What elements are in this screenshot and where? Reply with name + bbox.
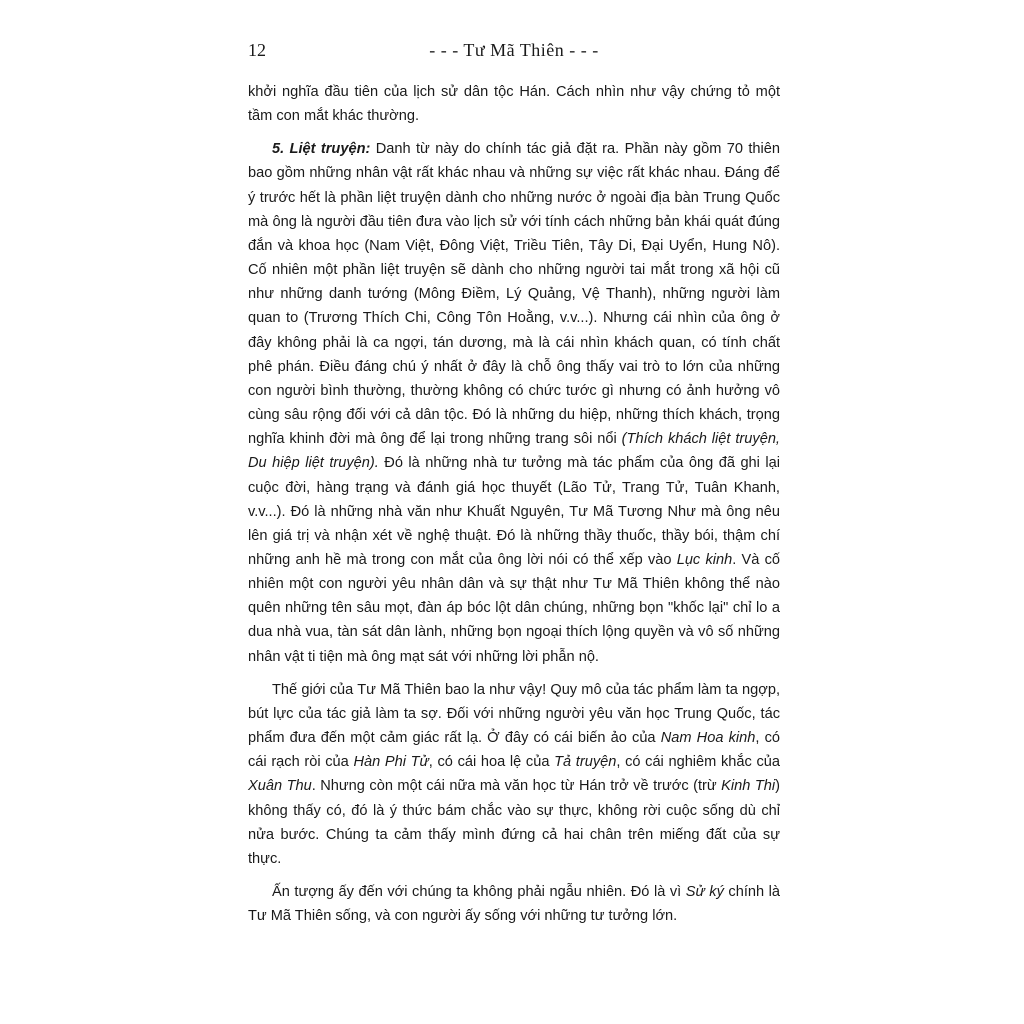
text-run: Ấn tượng ấy đến với chúng ta không phải ngẫu nhiên. Đó là vì: [272, 884, 686, 900]
italic-text: Lục kinh: [676, 551, 733, 568]
italic-text: Sử ký: [685, 884, 724, 900]
italic-text: Xuân Thu: [248, 778, 312, 795]
text-run: ) không thấy có, đó là ý thức bám chắc vào sự thực, không rời cuộc sống dù chỉ nửa bước. Chúng ta cảm thấy mình đứng cả hai chân trên miếng đất của sự thực.: [248, 778, 780, 867]
text-run: , có cái nghiêm khắc của: [616, 754, 780, 771]
paragraph: [248, 880, 780, 928]
text-run: , có cái rạch ròi của: [248, 730, 780, 771]
page-number: 12: [248, 40, 266, 60]
text-run: . Nhưng còn một cái nữa mà văn học từ Hán trở về trước (trừ: [311, 778, 722, 795]
italic-text: Nam Hoa kinh: [660, 730, 756, 747]
text-run: . Và cố nhiên một con người yêu nhân dân và sự thật như Tư Mã Thiên không thể nào quên những tên sâu mọt, đàn áp bóc lột dân chúng, những bọn "khốc lại" chỉ lo a dua nhà vua, tàn sát dân lành, những bọn ngoại thích lộng quyền và vô số những nhân vật ti tiện mà ông mạt sát với những lời phẫn nộ.: [248, 551, 780, 665]
text-run: Danh từ này do chính tác giả đặt ra. Phần này gồm 70 thiên bao gồm những nhân vật rất khác nhau và những sự việc rất khác nhau. Đáng để ý trước hết là phần liệt truyện dành cho những nước ở ngoài địa bàn Trung Quốc mà ông là người đầu tiên đưa vào lịch sử với tính cách những bản khái quát đúng đắn và khoa học (Nam Việt, Đông Việt, Triều Tiên, Tây Di, Đại Uyển, Hung Nô). Cố nhiên một phần liệt truyện sẽ dành cho những người tai mắt trong xã hội cũ như những danh tướng (Mông Điềm, Lý Quảng, Vệ Thanh), những người làm quan to (Trương Thích Chi, Công Tôn Hoằng, v.v...). Nhưng cái nhìn của ông ở đây không phải là ca ngợi, tán dương, mà là cái nhìn khách quan, có tính chất phê phán. Điều đáng chú ý nhất ở đây là chỗ ông thấy vai trò to lớn của những con người bình thường, thường không có chức tước gì nhưng có ảnh hưởng vô cùng sâu rộng đối với cả dân tộc. Đó là những du hiệp, những thích khách, trọng nghĩa khinh đời mà ông để lại trong những trang sôi nổi: [248, 141, 780, 448]
section-title: 5. Liệt truyện:: [272, 141, 371, 158]
text-run: , có cái hoa lệ của: [428, 754, 555, 771]
page-header: [248, 40, 780, 68]
text-run: Đó là những nhà tư tưởng mà tác phẩm của ông đã ghi lại cuộc đời, hàng trạng và đánh giá học thuyết (Lão Tử, Trang Tử, Tuân Khanh, v.v...). Đó là những nhà văn như Khuất Nguyên, Tư Mã Tương Như mà ông nêu lên giá trị và nhận xét về nghệ thuật. Đó là những thầy thuốc, thầy bói, thậm chí những anh hề mà trong con mắt của ông lời nói có thể xếp vào: [248, 455, 780, 568]
italic-text: Tả truyện: [554, 754, 617, 771]
italic-text: (Thích khách liệt truyện, Du hiệp liệt truyện).: [248, 431, 780, 472]
running-title: - - - Tư Mã Thiên - - -: [429, 40, 599, 60]
text-run: khởi nghĩa đầu tiên của lịch sử dân tộc Hán. Cách nhìn như vậy chứng tỏ một tầm con mắt khác thường.: [248, 84, 780, 125]
paragraph: [248, 678, 780, 871]
paragraph: [248, 137, 780, 668]
italic-text: Kinh Thi: [721, 778, 776, 795]
text-run: Thế giới của Tư Mã Thiên bao la như vậy! Quy mô của tác phẩm làm ta ngợp, bút lực của tác giả làm ta sợ. Đối với những người yêu văn học Trung Quốc, tác phẩm đưa đến một cảm giác rất lạ. Ở đây có cái biến ảo của: [248, 681, 780, 747]
paragraph: [248, 80, 780, 128]
text-run: chính là Tư Mã Thiên sống, và con người ấy sống với những tư tưởng lớn.: [248, 884, 781, 925]
italic-text: Hàn Phi Tử: [353, 754, 429, 771]
body-text: [248, 80, 780, 928]
